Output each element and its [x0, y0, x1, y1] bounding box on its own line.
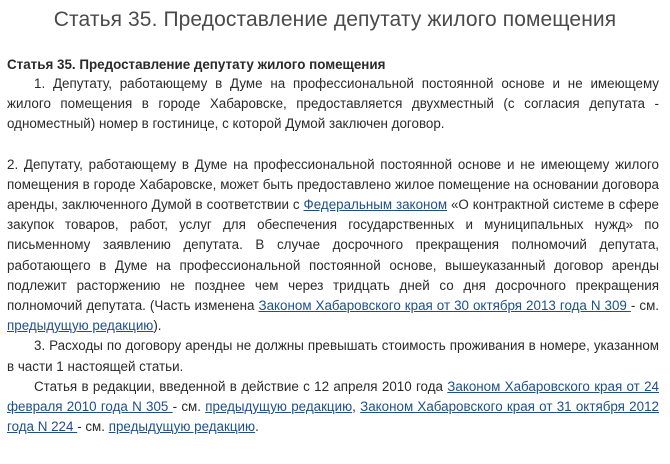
previous-edition-link-2[interactable]: предыдущую редакцию	[108, 419, 256, 435]
article-body	[7, 56, 659, 437]
law-2012-link[interactable]: Законом Хабаровского края от 31 октября 2012 года N 224	[7, 399, 659, 435]
paragraph-spacer	[7, 135, 659, 155]
paragraph-4	[7, 377, 659, 438]
paragraph-1: 1. Депутату, работающему в Думе на профессиональной постоянной основе и не имеющему жилого помещения в городе Хабаровске, предоставляется двухместный (с согласия депутата - одноместный) номер в гостинице, с которой Думой заключен договор.	[7, 76, 659, 132]
article-heading: Статья 35. Предоставление депутату жилого помещения	[7, 57, 386, 72]
paragraph-4-text-3: ,	[352, 399, 361, 415]
federal-law-link[interactable]: Федеральным законом	[303, 197, 448, 213]
paragraph-4-text-2: - см.	[172, 399, 206, 415]
previous-edition-link[interactable]: предыдущую редакцию	[7, 318, 154, 334]
law-2010-link[interactable]: Законом Хабаровского края от 24 февраля 2010 года N 305	[7, 378, 659, 415]
paragraph-2-text-3: - см.	[630, 298, 659, 314]
paragraph-4-text-1: Статья в редакции, введенной в действие с 12 апреля 2010 года	[34, 378, 448, 394]
law-2013-link[interactable]: Законом Хабаровского края от 30 октября 2013 года N 309	[258, 298, 631, 314]
paragraph-2-text-4: ).	[153, 318, 162, 334]
paragraph-2	[7, 155, 659, 337]
previous-edition-link-1[interactable]: предыдущую редакцию	[205, 399, 353, 415]
paragraph-2-text-2: «О контрактной системе в сфере закупок товаров, работ, услуг для обеспечения государственных и муниципальных нужд» по письменному заявлению депутата. В случае досрочного прекращения полномочий депутата, работающего в Думе на профессиональной постоянной основе, вышеуказанный договор аренды подлежит расторжению не позднее чем через тридцать дней со дня досрочного прекращения полномочий депутата. (Часть изменена	[7, 197, 659, 314]
paragraph-4-text-5: .	[255, 419, 259, 435]
paragraph-4-text-4: - см.	[77, 419, 109, 435]
paragraph-2-text-1: 2. Депутату, работающему в Думе на профессиональной постоянной основе и не имеющему жилого помещения в городе Хабаровске, может быть предоставлено жилое помещение на основании договора аренды, заключенного Думой в соответствии с	[7, 156, 659, 213]
paragraph-3: 3. Расходы по договору аренды не должны превышать стоимость проживания в номере, указанном в части 1 настоящей статьи.	[7, 338, 659, 374]
page-title: Статья 35. Предоставление депутату жилого помещения	[53, 8, 617, 31]
